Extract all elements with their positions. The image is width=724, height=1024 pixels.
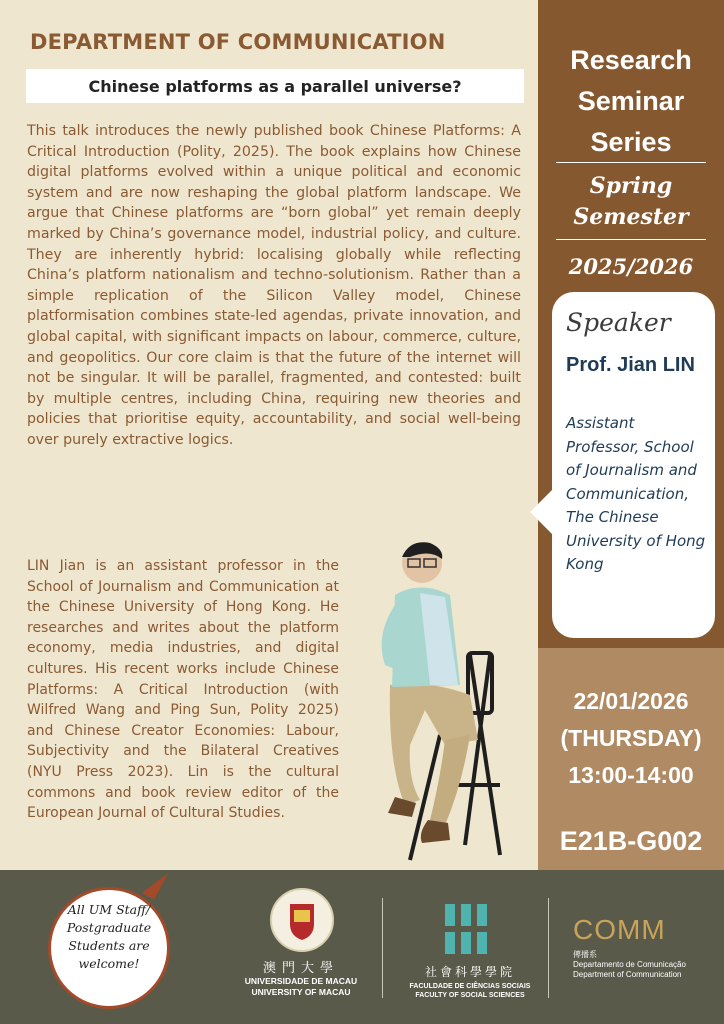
um-name-en-line: UNIVERSITY OF MACAU [251,987,351,997]
talk-title: Chinese platforms as a parallel universe? [88,76,462,96]
divider [556,239,706,240]
semester [538,171,724,233]
comm-name-zh: 傳播系 [573,950,597,959]
speaker-card-pointer [530,488,554,536]
comm-dept-name [573,950,686,980]
semester-line2: Semester [573,204,689,230]
event-datetime [538,683,724,794]
fss-name-en-line: FACULTY OF SOCIAL SCIENCES [415,992,525,999]
semester-line1: Spring [589,173,673,199]
fss-logo-icon [445,904,489,956]
fss-name-en [405,982,535,1000]
um-name-en [226,976,376,998]
divider [382,898,383,998]
talk-title-banner [26,69,524,103]
fss-name-zh: 社會科學學院 [424,965,515,979]
department-heading: DEPARTMENT OF COMMUNICATION [30,30,446,54]
series-title [538,40,724,163]
series-title-line3: Series [590,127,672,157]
speaker-name: Prof. Jian LIN [566,354,695,376]
um-name-zh: 澳門大學 [262,960,339,975]
comm-logo: COMM [573,914,666,945]
event-day: (THURSDAY) [560,725,702,751]
speaker-heading: Speaker [566,308,671,337]
event-room: E21B-G002 [559,826,703,856]
welcome-text: All UM Staff/ Postgraduate Students are welcome! [66,902,152,971]
comm-name-en: Department of Communication [573,970,682,979]
speaker-bio: LIN Jian is an assistant professor in the School of Journalism and Communication at the Chinese University of Hong Kong. He researches and writes about the platform economy, media industries, and digital cultures. His recent works include Chinese Platforms: A Critical Introduction (with Wilfred Wang and Ping Sun, Polity 2025) and Chinese Creator Economies: Labour, Subjectivity and the Bilateral Creatives (NYU Press 2023). Lin is the cultural commons and book review editor of the European Journal of Cultural Studies. [27,558,339,822]
um-name-pt-line: UNIVERSIDADE DE MACAU [244,976,358,986]
event-date: 22/01/2026 [573,688,689,714]
series-title-line2: Seminar [577,86,685,116]
speaker-title: Assistant Professor, School of Journalism and Communication, The Chinese University of Hong Kong [566,414,706,573]
comm-name-pt: Departamento de Comunicação [573,960,686,969]
um-crest-logo [270,888,334,952]
speaker-photo [350,535,530,865]
abstract-text: This talk introduces the newly published book Chinese Platforms: A Critical Introduction (Polity, 2025). The book explains how Chinese digital platforms evolved within a unique political and economic system and are now reshaping the global platform landscape. We argue that Chinese platforms are “born global” yet remain deeply marked by China’s governance model, industrial policy, and culture. They are inherently hybrid: localising globally while reflecting China’s platform nationalism and techno-solutionism. Rather than a simple replication of the Silicon Valley model, Chinese platformisation combines state-led agendas, private innovation, and global capital, with significant impacts on labour, commerce, culture, and geopolitics. Our core claim is that the future of the internet will not be singular. It will be parallel, fragmented, and contested: built by multiple centres, including China, requiring new theories and policies that prioritise equity, accountability, and social well-being over purely extractive logics. [27,123,521,448]
event-time: 13:00-14:00 [568,762,694,788]
academic-year: 2025/2026 [568,254,694,279]
divider [556,162,706,163]
divider [548,898,549,998]
fss-name-pt-line: FACULDADE DE CIÊNCIAS SOCIAIS [409,983,531,990]
series-title-line1: Research [570,45,692,75]
